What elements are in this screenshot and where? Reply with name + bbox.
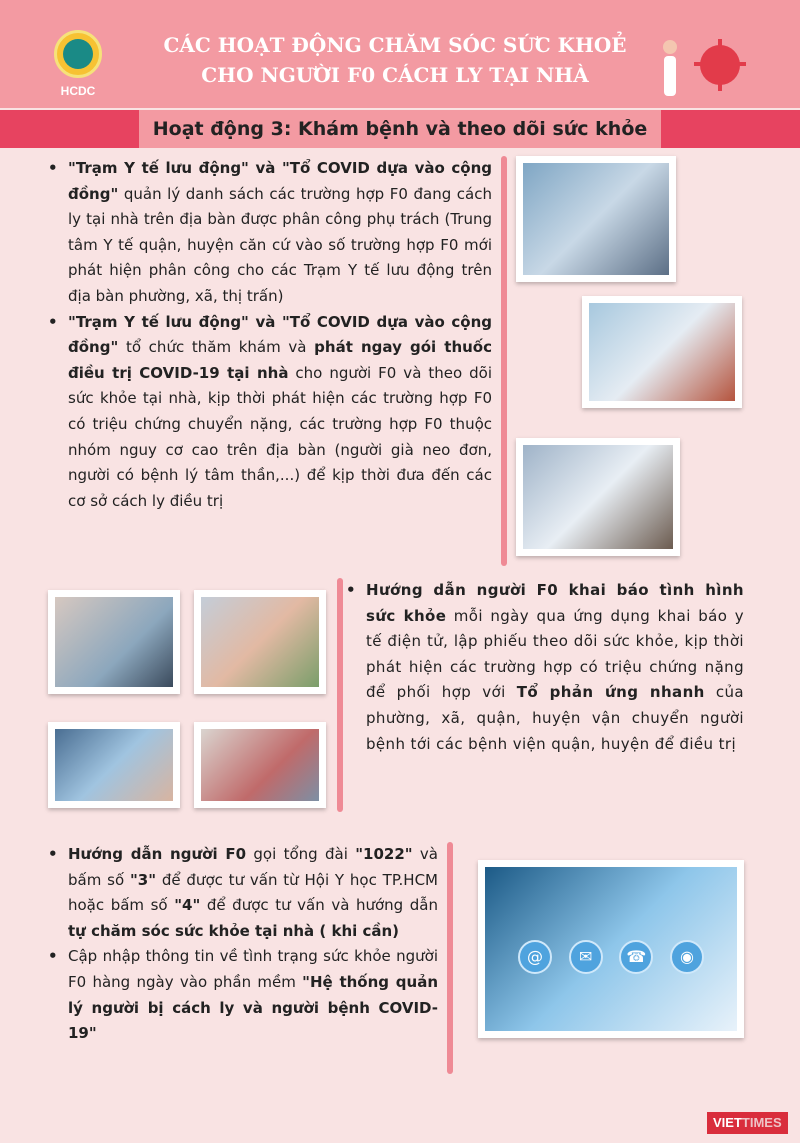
photo-oximeter: [48, 722, 180, 808]
mail-icon: ✉: [569, 940, 603, 974]
logo-text: HCDC: [60, 84, 96, 98]
divider-line: [337, 578, 343, 812]
divider-line: [501, 156, 507, 566]
photo-checkup: [48, 590, 180, 694]
list-item: • "Trạm Y tế lưu động" và "Tổ COVID dựa vào cộng đồng" tổ chức thăm khám và phát ngay gói thuốc điều trị COVID-19 tại nhà cho người F0 và theo dõi sức khỏe tại nhà, kịp thời phát hiện các trường hợp F0 có triệu chứng chuyển nặng, các trường hợp F0 thuộc nhóm nguy cơ cao trên địa bàn (người già neo đơn, người có bệnh lý tâm thần,...) để kịp thời đưa đến các cơ sở cách ly điều trị: [68, 310, 492, 515]
title-line-1: CÁC HOẠT ĐỘNG CHĂM SÓC SỨC KHOẺ: [163, 33, 627, 57]
viettimes-watermark: VIETTIMES: [707, 1112, 788, 1134]
contact-icons: [518, 940, 704, 974]
person-figure-icon: [660, 40, 680, 100]
logo-emblem-icon: [54, 30, 102, 78]
divider-line: [447, 842, 453, 1074]
photo-medics-patient: [516, 438, 680, 556]
activity-subtitle: Hoạt động 3: Khám bệnh và theo dõi sức khỏe: [139, 110, 662, 148]
page-title: [130, 30, 660, 90]
photo-doctor-telehealth: [478, 860, 744, 1038]
section-1-text: [48, 156, 492, 514]
phone-icon: ☎: [619, 940, 653, 974]
title-line-2: CHO NGƯỜI F0 CÁCH LY TẠI NHÀ: [201, 63, 589, 87]
list-item: • Cập nhập thông tin về tình trạng sức khỏe người F0 hàng ngày vào phần mềm "Hệ thống quản lý người bị cách ly và người bệnh COVID-19": [68, 944, 438, 1046]
photo-medic-van: [516, 156, 676, 282]
at-icon: @: [518, 940, 552, 974]
photo-bedside-care: [194, 722, 326, 808]
virus-icon: [700, 45, 740, 85]
photo-medic-home-visit: [582, 296, 742, 408]
hcdc-logo: [50, 30, 106, 106]
list-item: • Hướng dẫn người F0 gọi tổng đài "1022" và bấm số "3" để được tư vấn từ Hội Y học TP.HCM hoặc bấm số "4" để được tư vấn và hướng dẫn tự chăm sóc sức khỏe tại nhà ( khi cần): [68, 842, 438, 944]
location-icon: ◉: [670, 940, 704, 974]
activity-subtitle-bar: [0, 110, 800, 148]
photo-medicine: [194, 590, 326, 694]
list-item: • "Trạm Y tế lưu động" và "Tổ COVID dựa vào cộng đồng" quản lý danh sách các trường hợp F0 đang cách ly tại nhà trên địa bàn được phân công phụ trách (Trung tâm Y tế quận, huyện căn cứ vào số trường hợp F0 mới phát hiện phân công cho các Trạm Y tế lưu động trên địa bàn phường, xã, thị trấn): [68, 156, 492, 310]
section-2-text: [346, 578, 744, 757]
header-banner: [0, 0, 800, 108]
section-3-text: [48, 842, 438, 1047]
list-item: • Hướng dẫn người F0 khai báo tình hình sức khỏe mỗi ngày qua ứng dụng khai báo y tế điện tử, lập phiếu theo dõi sức khỏe, kịp thời phát hiện các trường hợp có triệu chứng nặng để phối hợp với Tổ phản ứng nhanh của phường, xã, quận, huyện vận chuyển người bệnh tới các bệnh viện quận, huyện để điều trị: [366, 578, 744, 757]
